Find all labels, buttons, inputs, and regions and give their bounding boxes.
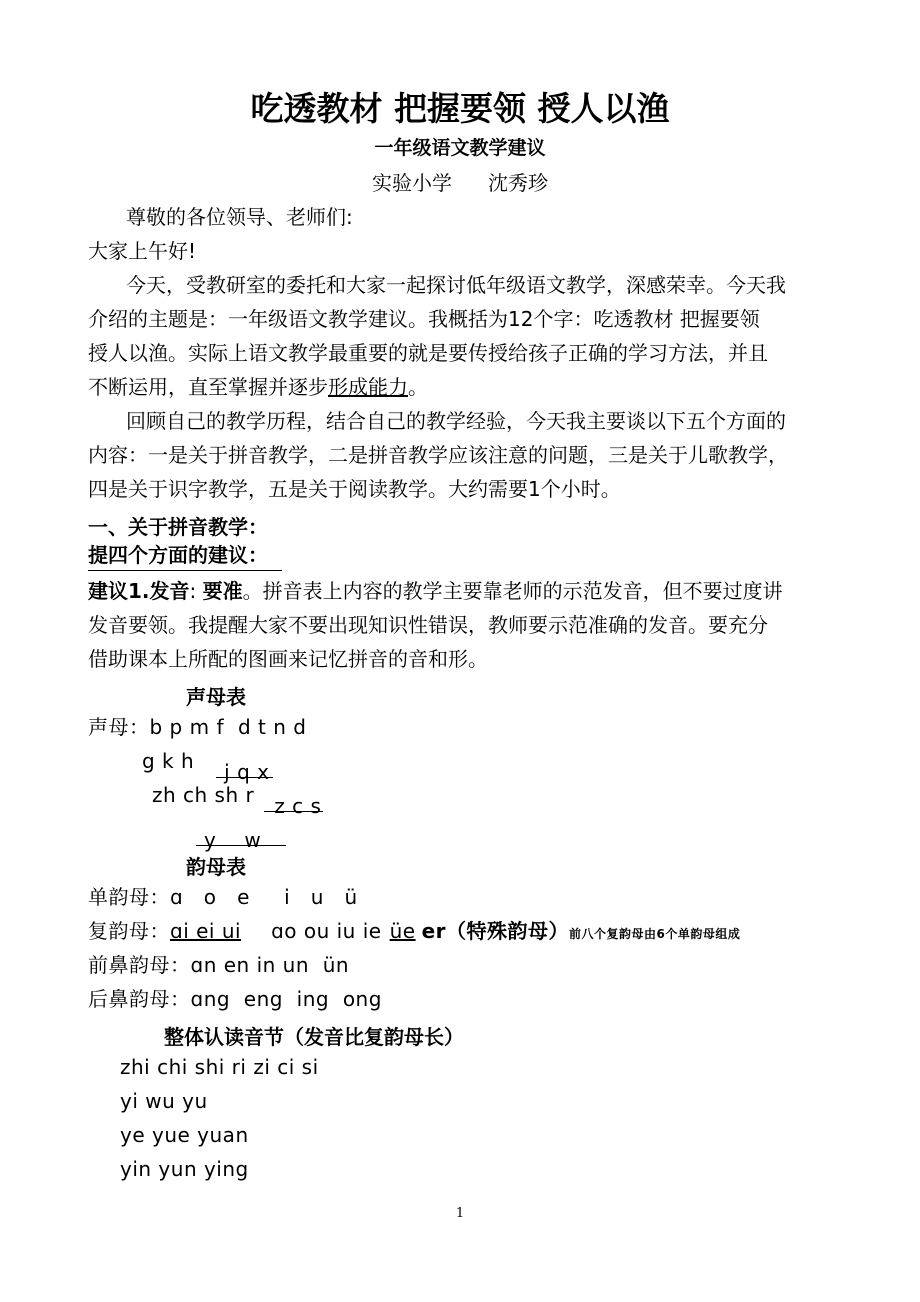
initials-row-4	[196, 812, 286, 852]
document-title: 吃透教材 把握要领 授人以渔	[250, 89, 670, 128]
paragraph-1-line-1: 今天，受教研室的委托和大家一起探讨低年级语文教学，深感荣幸。今天我	[126, 273, 786, 297]
paragraph-1-line-4	[88, 370, 428, 404]
initials-row-2-b: j q x	[216, 755, 273, 778]
section-1-heading: 一、关于拼音教学：	[88, 515, 268, 539]
compound-finals-row	[88, 914, 740, 951]
finals-table-title: 韵母表	[186, 855, 246, 879]
front-nasal-finals-row	[88, 948, 349, 982]
suggestion-1-line-1	[88, 574, 783, 608]
whole-syllables-row-1: zhi chi shi ri zi ci si	[120, 1055, 319, 1079]
compound-finals-underlined: ɑi ei ui	[170, 919, 242, 943]
suggestion-1-label: 建议1.发音	[88, 579, 190, 603]
whole-syllables-title: 整体认读音节（发音比复韵母长）	[164, 1025, 464, 1049]
back-nasal-finals-row	[88, 982, 382, 1016]
author-school: 实验小学	[372, 171, 452, 195]
initials-row-4-a: y	[204, 828, 217, 852]
front-nasal-label: 前鼻韵母：	[88, 953, 191, 977]
section-1-subheading: 提四个方面的建议：	[88, 540, 282, 571]
compound-finals-ue: üe	[389, 919, 416, 943]
special-final-note: （特殊韵母）	[446, 919, 569, 943]
front-nasal-values: ɑn en in un ün	[190, 953, 350, 977]
single-finals-values: ɑ o e i u ü	[170, 885, 358, 909]
compound-finals-note: 前八个复韵母由6个单韵母组成	[569, 927, 741, 941]
paragraph-2-line-2: 内容：一是关于拼音教学，二是拼音教学应该注意的问题，三是关于儿歌教学，	[88, 443, 788, 467]
initials-row-3-a: zh ch sh r	[152, 783, 255, 807]
initials-row-1	[88, 710, 306, 744]
whole-syllables-row-3: ye yue yuan	[120, 1123, 249, 1147]
initials-row-3	[152, 778, 323, 818]
paragraph-1-line-2: 介绍的主题是：一年级语文教学建议。我概括为12个字：吃透教材 把握要领	[88, 307, 760, 331]
single-finals-row	[88, 880, 358, 914]
underlined-phrase: 形成能力	[328, 375, 408, 399]
single-finals-label: 单韵母：	[88, 885, 170, 909]
whole-syllables-row-2: yi wu yu	[120, 1089, 208, 1113]
compound-finals-label: 复韵母：	[88, 919, 170, 943]
page-number: 1	[455, 1206, 465, 1221]
paragraph-2-line-3: 四是关于识字教学，五是关于阅读教学。大约需要1个小时。	[88, 477, 621, 501]
p1-line4-end: 。	[408, 375, 428, 399]
compound-finals-rest: ɑo ou iu ie	[271, 919, 382, 943]
suggestion-1-sep: :	[189, 579, 203, 603]
suggestion-1-key: 要准	[202, 579, 243, 603]
whole-syllables-row-4: yin yun ying	[120, 1157, 249, 1181]
suggestion-1-text: 。拼音表上内容的教学主要靠老师的示范发音，但不要过度讲	[242, 579, 783, 603]
special-final-er: er	[421, 919, 446, 943]
initials-row-2-a: g k h	[142, 749, 195, 773]
initials-row-2	[142, 744, 273, 784]
suggestion-1-line-2: 发音要领。我提醒大家不要出现知识性错误，教师要示范准确的发音。要充分	[88, 613, 768, 637]
author-name: 沈秀珍	[488, 171, 548, 195]
p1-line4-text: 不断运用，直至掌握并逐步	[88, 375, 328, 399]
salutation: 尊敬的各位领导、老师们:	[126, 205, 353, 229]
initials-row-1-b: d t n d	[238, 715, 307, 739]
document-subtitle: 一年级语文教学建议	[374, 137, 546, 159]
paragraph-1-line-3: 授人以渔。实际上语文教学最重要的就是要传授给孩子正确的学习方法，并且	[88, 341, 768, 365]
author-line	[0, 166, 920, 200]
paragraph-2-line-1: 回顾自己的教学历程，结合自己的教学经验，今天我主要谈以下五个方面的	[126, 409, 786, 433]
back-nasal-values: ɑng eng ing ong	[190, 987, 382, 1011]
back-nasal-label: 后鼻韵母：	[88, 987, 191, 1011]
suggestion-1-line-3: 借助课本上所配的图画来记忆拼音的音和形。	[88, 647, 488, 671]
initials-row-4-b: w	[244, 828, 262, 852]
initials-row-3-b: z c s	[264, 789, 323, 812]
initials-table-title: 声母表	[186, 685, 246, 709]
greeting: 大家上午好!	[88, 239, 197, 263]
initials-row-4-values	[196, 823, 286, 852]
initials-row-1-a: b p m f	[149, 715, 224, 739]
initials-label: 声母：	[88, 715, 150, 739]
